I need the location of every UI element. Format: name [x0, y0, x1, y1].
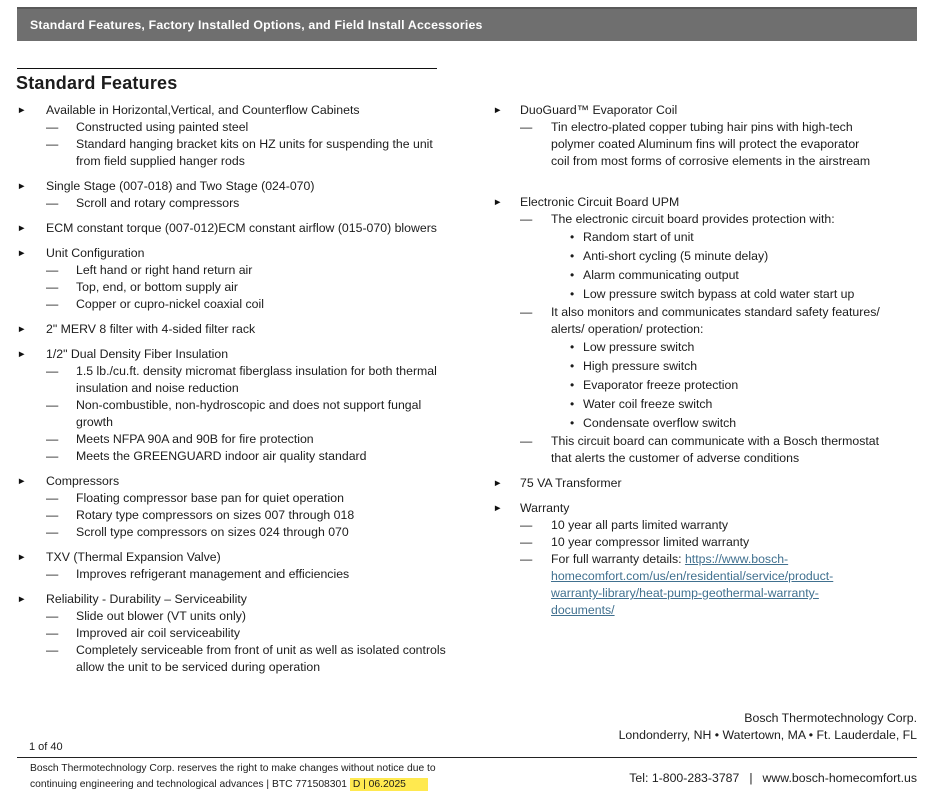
- dash-marker-icon: —: [520, 518, 533, 532]
- feature-sub-item: [520, 534, 923, 551]
- feature-sub-text: Standard hanging bracket kits on HZ units for suspending the unit from field supplied hanger rods: [76, 137, 433, 168]
- dash-marker-icon: —: [46, 491, 59, 505]
- disclaimer-line-1: Bosch Thermotechnology Corp. reserves the right to make changes without notice due to: [30, 763, 436, 774]
- feature-sub-text: Rotary type compressors on sizes 007 through 018: [76, 508, 355, 522]
- dash-marker-icon: —: [520, 305, 533, 319]
- footer-contact: [629, 771, 917, 785]
- dash-marker-icon: —: [46, 280, 59, 294]
- feature-sub-item: [46, 431, 469, 448]
- triangle-bullet-icon: ►: [17, 181, 27, 192]
- feature-sub-item: [46, 490, 469, 507]
- disclaimer-line-2: [30, 777, 436, 793]
- feature-sub-text: Completely serviceable from front of unit as well as isolated controls allow the unit to be serviced during operation: [76, 643, 446, 674]
- feature-label: Available in Horizontal,Vertical, and Counterflow Cabinets: [46, 103, 360, 117]
- title-rule: [17, 68, 437, 69]
- doc-revision-highlight: D | 06.2025: [350, 778, 428, 791]
- feature-sub-text: Meets NFPA 90A and 90B for fire protection: [76, 432, 314, 446]
- bullet-point: [570, 228, 881, 247]
- feature-sub-item: [46, 608, 469, 625]
- feature-sub-text: Constructed using painted steel: [76, 120, 249, 134]
- dash-marker-icon: —: [46, 196, 59, 210]
- feature-sub-item: [46, 262, 469, 279]
- dash-marker-icon: —: [46, 609, 59, 623]
- feature-sub-item: [46, 642, 469, 676]
- feature-label: 1/2" Dual Density Fiber Insulation: [46, 347, 229, 361]
- feature-sub-text: 1.5 lb./cu.ft. density micromat fiberglass insulation for both thermal insulation and noise reduction: [76, 364, 437, 395]
- bullet-text: High pressure switch: [583, 359, 698, 373]
- feature-sub-item: [46, 524, 469, 541]
- company-locations: Londonderry, NH • Watertown, MA • Ft. Lauderdale, FL: [618, 727, 917, 742]
- bullet-point: [570, 376, 881, 395]
- feature-sub-item: [46, 566, 469, 583]
- feature-sub-item: [46, 397, 469, 431]
- feature-label: Electronic Circuit Board UPM: [520, 195, 680, 209]
- page-title: Standard Features: [16, 73, 178, 93]
- triangle-bullet-icon: ►: [17, 223, 27, 234]
- feature-label: DuoGuard™ Evaporator Coil: [520, 103, 678, 117]
- triangle-bullet-icon: ►: [493, 197, 503, 208]
- dash-marker-icon: —: [46, 364, 59, 378]
- page-number: 1 of 40: [29, 741, 63, 753]
- dash-marker-icon: —: [520, 120, 533, 134]
- dash-marker-icon: —: [46, 137, 59, 151]
- feature-sub-item: [46, 279, 469, 296]
- bullet-text: Random start of unit: [583, 230, 694, 244]
- bullet-point: [570, 357, 881, 376]
- triangle-bullet-icon: ►: [17, 248, 27, 259]
- feature-label: Unit Configuration: [46, 246, 145, 260]
- company-name: Bosch Thermotechnology Corp.: [744, 711, 917, 725]
- triangle-bullet-icon: ►: [17, 349, 27, 360]
- bullet-point: [570, 338, 881, 357]
- feature-label: 2" MERV 8 filter with 4-sided filter rack: [46, 322, 256, 336]
- feature-sub-text: The electronic circuit board provides protection with:: [551, 212, 835, 226]
- separator-bar: |: [749, 771, 753, 785]
- feature-sub-text: Non-combustible, non-hydroscopic and does not support fungal growth: [76, 398, 422, 429]
- bullet-text: Water coil freeze switch: [583, 397, 713, 411]
- feature-sub-text: 10 year all parts limited warranty: [551, 518, 729, 532]
- bullet-text: Evaporator freeze protection: [583, 378, 739, 392]
- dash-marker-icon: —: [520, 434, 533, 448]
- feature-sub-text: Scroll type compressors on sizes 024 through 070: [76, 525, 349, 539]
- bullet-text: Low pressure switch: [583, 340, 695, 354]
- triangle-bullet-icon: ►: [493, 503, 503, 514]
- dash-marker-icon: —: [520, 552, 533, 566]
- dash-marker-icon: —: [46, 643, 59, 657]
- bullet-text: Low pressure switch bypass at cold water start up: [583, 287, 855, 301]
- feature-sub-item: [46, 296, 469, 313]
- feature-sub-item: [520, 304, 923, 433]
- feature-sub-text: Improves refrigerant management and efficiencies: [76, 567, 350, 581]
- feature-sub-item: [46, 119, 469, 136]
- features-column-right: [493, 102, 923, 627]
- triangle-bullet-icon: ►: [17, 594, 27, 605]
- feature-sub-text: Meets the GREENGUARD indoor air quality standard: [76, 449, 367, 463]
- feature-item: [17, 473, 469, 541]
- triangle-bullet-icon: ►: [17, 105, 27, 116]
- feature-sub-text: Improved air coil serviceability: [76, 626, 241, 640]
- dot-bullet-icon: •: [570, 378, 575, 392]
- dash-marker-icon: —: [46, 398, 59, 412]
- feature-sub-item: [46, 195, 469, 212]
- dash-marker-icon: —: [46, 567, 59, 581]
- feature-sub-item: [46, 448, 469, 465]
- dot-bullet-icon: •: [570, 287, 575, 301]
- section-banner: [17, 7, 917, 41]
- dash-marker-icon: —: [46, 525, 59, 539]
- dash-marker-icon: —: [46, 449, 59, 463]
- dot-bullet-icon: •: [570, 397, 575, 411]
- footer-disclaimer: [30, 761, 436, 792]
- dot-bullet-icon: •: [570, 230, 575, 244]
- feature-item: [17, 549, 469, 583]
- feature-sub-item: [520, 551, 923, 619]
- feature-label: Reliability - Durability – Serviceability: [46, 592, 247, 606]
- dash-marker-icon: —: [46, 626, 59, 640]
- dot-bullet-icon: •: [570, 416, 575, 430]
- bullet-point: [570, 266, 881, 285]
- feature-item: [17, 321, 469, 338]
- bullet-text: Anti-short cycling (5 minute delay): [583, 249, 769, 263]
- feature-label: Single Stage (007-018) and Two Stage (024-070): [46, 179, 315, 193]
- company-address-block: [619, 710, 917, 743]
- feature-label: Compressors: [46, 474, 120, 488]
- bullet-text: Condensate overflow switch: [583, 416, 737, 430]
- feature-item: [17, 245, 469, 313]
- dash-marker-icon: —: [46, 432, 59, 446]
- feature-sub-text: Tin electro-plated copper tubing hair pins with high-tech polymer coated Aluminum fins will protect the evaporator coil from most forms of corrosive elements in the airstream: [551, 120, 871, 168]
- dot-bullet-icon: •: [570, 249, 575, 263]
- feature-sub-text: Scroll and rotary compressors: [76, 196, 240, 210]
- feature-sub-item: [46, 363, 469, 397]
- features-column-left: [17, 102, 469, 684]
- dot-bullet-icon: •: [570, 340, 575, 354]
- feature-sub-item: [46, 507, 469, 524]
- feature-item: [493, 475, 923, 492]
- bullet-point: [570, 414, 881, 433]
- dash-marker-icon: —: [46, 263, 59, 277]
- warranty-details-prefix: For full warranty details:: [551, 552, 685, 566]
- triangle-bullet-icon: ►: [17, 324, 27, 335]
- feature-sub-text: It also monitors and communicates standard safety features/ alerts/ operation/ protection:: [551, 305, 880, 336]
- feature-item: [493, 194, 923, 467]
- website-url: www.bosch-homecomfort.us: [762, 771, 917, 785]
- dash-marker-icon: —: [46, 297, 59, 311]
- feature-sub-text: Slide out blower (VT units only): [76, 609, 246, 623]
- dot-bullet-icon: •: [570, 268, 575, 282]
- triangle-bullet-icon: ►: [493, 478, 503, 489]
- feature-sub-text: 10 year compressor limited warranty: [551, 535, 750, 549]
- feature-label: TXV (Thermal Expansion Valve): [46, 550, 221, 564]
- triangle-bullet-icon: ►: [493, 105, 503, 116]
- feature-item: [493, 102, 923, 170]
- feature-item: [493, 500, 923, 619]
- bullet-point: [570, 247, 881, 266]
- feature-sub-item: [520, 433, 923, 467]
- dot-bullet-icon: •: [570, 359, 575, 373]
- feature-sub-text: Floating compressor base pan for quiet operation: [76, 491, 344, 505]
- warranty-details-link[interactable]: https://www.bosch-homecomfort.com/us/en/residential/service/product-warranty-library/heat-pump-geothermal-warranty-documents/: [551, 552, 834, 617]
- feature-sub-item: [520, 517, 923, 534]
- feature-sub-text: Copper or cupro-nickel coaxial coil: [76, 297, 264, 311]
- disclaimer-text: continuing engineering and technological advances | BTC 771508301: [30, 778, 347, 790]
- dash-marker-icon: —: [520, 535, 533, 549]
- feature-item: [17, 178, 469, 212]
- feature-sub-text: This circuit board can communicate with a Bosch thermostat that alerts the customer of adverse conditions: [551, 434, 880, 465]
- bullet-point: [570, 285, 881, 304]
- feature-sub-item: [46, 136, 469, 170]
- dash-marker-icon: —: [520, 212, 533, 226]
- feature-item: [17, 220, 469, 237]
- banner-title: Standard Features, Factory Installed Options, and Field Install Accessories: [30, 18, 483, 32]
- feature-item: [17, 102, 469, 170]
- feature-label: Warranty: [520, 501, 570, 515]
- bullet-text: Alarm communicating output: [583, 268, 739, 282]
- feature-sub-text: Top, end, or bottom supply air: [76, 280, 238, 294]
- dash-marker-icon: —: [46, 508, 59, 522]
- dash-marker-icon: —: [46, 120, 59, 134]
- bullet-point: [570, 395, 881, 414]
- feature-label: ECM constant torque (007-012)ECM constant airflow (015-070) blowers: [46, 221, 437, 235]
- feature-sub-text: Left hand or right hand return air: [76, 263, 253, 277]
- feature-sub-item: [46, 625, 469, 642]
- feature-label: 75 VA Transformer: [520, 476, 622, 490]
- phone-number: Tel: 1-800-283-3787: [629, 771, 740, 785]
- triangle-bullet-icon: ►: [17, 476, 27, 487]
- feature-item: [17, 591, 469, 676]
- triangle-bullet-icon: ►: [17, 552, 27, 563]
- feature-item: [17, 346, 469, 465]
- feature-sub-item: [520, 119, 923, 170]
- feature-sub-item: [520, 211, 923, 304]
- footer-rule: [17, 757, 917, 758]
